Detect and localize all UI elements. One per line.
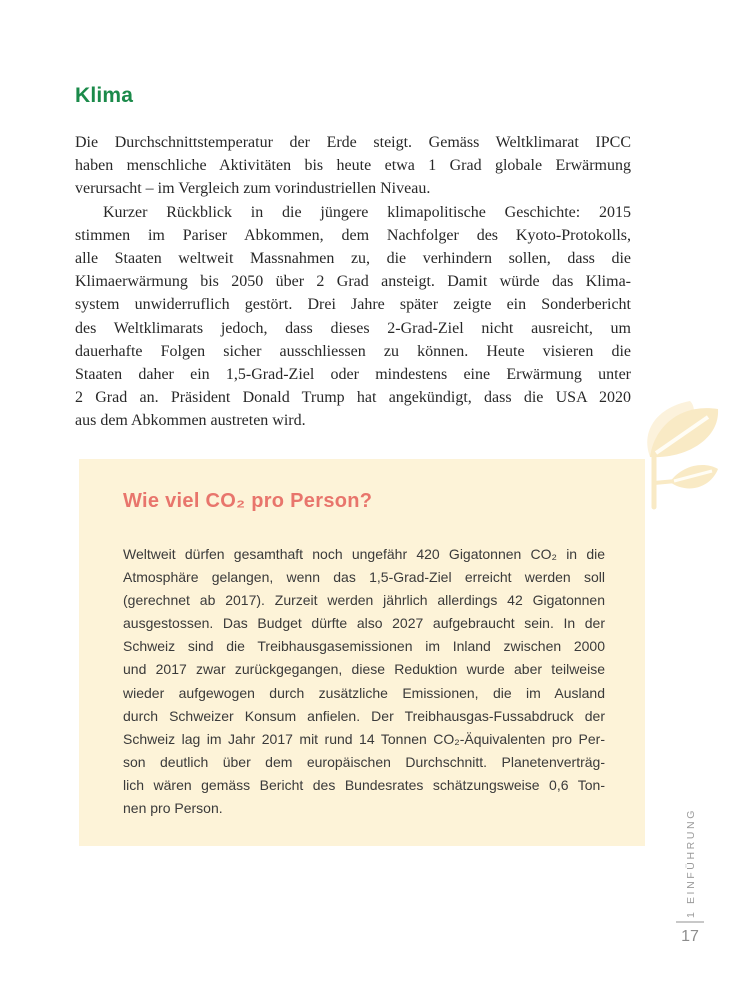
text-line: aus dem Abkommen austreten wird. <box>75 412 306 430</box>
infobox-co2-per-person <box>79 459 645 846</box>
page-number-rule <box>676 921 704 923</box>
page-number: 17 <box>681 928 699 945</box>
leaf-decoration-icon <box>630 395 738 540</box>
text-line: wieder aufgewogen durch zusätzliche Emissionen, die im Ausland <box>123 684 605 701</box>
text-line: Schweiz lag im Jahr 2017 mit rund 14 Tonnen CO₂-Äquivalenten pro Per- <box>123 730 605 747</box>
text-line: stimmen im Pariser Abkommen, dem Nachfolger des Kyoto-Protokolls, <box>75 226 631 244</box>
text-line: haben menschliche Aktivitäten bis heute etwa 1 Grad globale Erwärmung <box>75 157 631 175</box>
text-line: Schweiz sind die Treibhausgasemissionen im Inland zwischen 2000 <box>123 638 605 655</box>
text-line: son deutlich über dem europäischen Durchschnitt. Planetenverträg- <box>123 753 605 770</box>
text-line: und 2017 zwar zurückgegangen, diese Reduktion wurde aber teilweise <box>123 661 605 678</box>
text-line: nen pro Person. <box>123 800 223 817</box>
text-line: durch Schweizer Konsum anfielen. Der Treibhausgas-Fussabdruck der <box>123 707 605 724</box>
text-line: dauerhafte Folgen sicher ausschliessen zu können. Heute visieren die <box>75 342 631 360</box>
text-line: Atmosphäre gelangen, wenn das 1,5-Grad-Ziel erreicht werden soll <box>123 569 605 586</box>
infobox-title: Wie viel CO₂ pro Person? <box>123 490 373 512</box>
text-line: system unwiderruflich gestört. Drei Jahre später zeigte ein Sonderbericht <box>75 296 631 314</box>
body-text <box>75 131 631 433</box>
text-line: alle Staaten weltweit Massnahmen zu, die verhindern sollen, dass die <box>75 250 631 268</box>
infobox-body-text <box>123 543 605 820</box>
text-line: Weltweit dürfen gesamthaft noch ungefähr 420 Gigatonnen CO₂ in die <box>123 546 605 562</box>
section-title: Klima <box>75 84 134 107</box>
paragraph <box>75 201 631 433</box>
text-line: Die Durchschnittstemperatur der Erde steigt. Gemäss Weltklimarat IPCC <box>75 134 631 151</box>
paragraph <box>75 131 631 201</box>
text-line: (gerechnet ab 2017). Zurzeit werden jährlich allerdings 42 Gigatonnen <box>123 592 605 609</box>
text-line: 2 Grad an. Präsident Donald Trump hat angekündigt, dass die USA 2020 <box>75 389 631 407</box>
text-line: verursacht – im Vergleich zum vorindustriellen Niveau. <box>75 180 431 198</box>
text-line: lich wären gemäss Bericht des Bundesrates schätzungsweise 0,6 Ton- <box>123 776 605 793</box>
chapter-label-vertical: 1 EINFÜHRUNG <box>685 808 697 918</box>
text-line: Kurzer Rückblick in die jüngere klimapolitische Geschichte: 2015 <box>103 203 631 221</box>
text-line: Staaten daher ein 1,5-Grad-Ziel oder mindestens eine Erwärmung unter <box>75 366 631 384</box>
text-line: des Weltklimarats jedoch, dass dieses 2-Grad-Ziel nicht ausreicht, um <box>75 319 631 337</box>
text-line: Klimaerwärmung bis 2050 über 2 Grad ansteigt. Damit würde das Klima- <box>75 273 631 291</box>
text-line: ausgestossen. Das Budget dürfte also 2027 aufgebraucht sein. In der <box>123 615 605 632</box>
